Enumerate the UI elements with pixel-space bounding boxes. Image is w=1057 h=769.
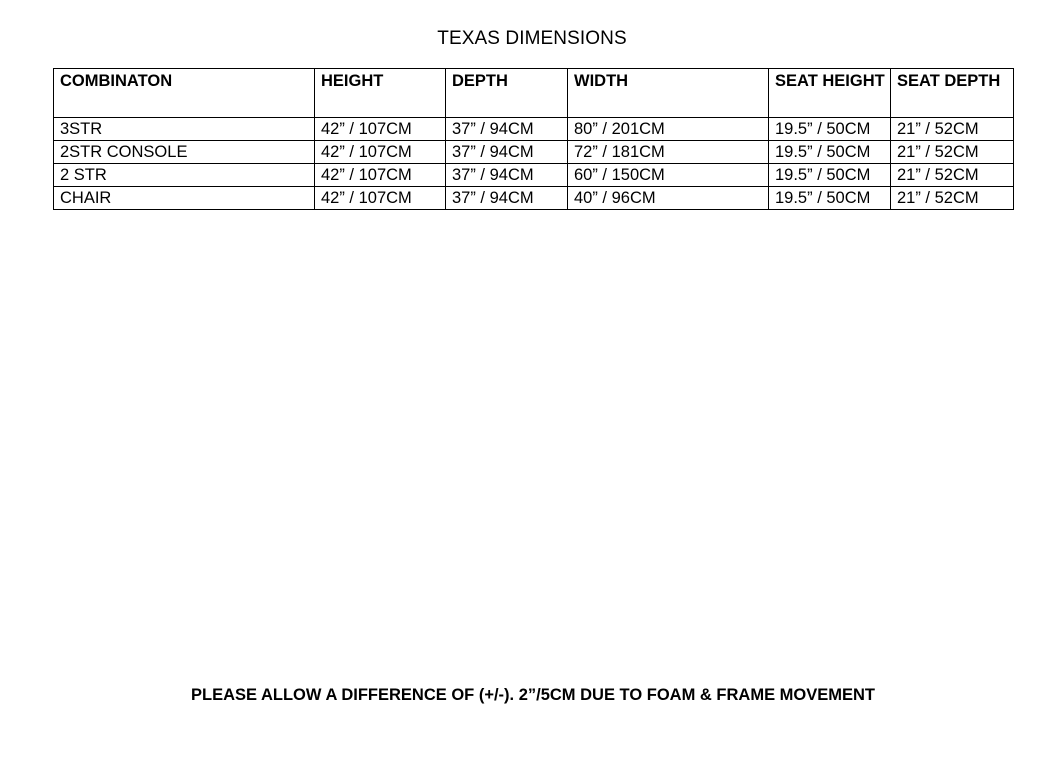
cell-height: 42” / 107CM [315, 187, 446, 210]
cell-width: 72” / 181CM [568, 141, 769, 164]
table-row [54, 118, 1014, 141]
cell-seat-height: 19.5” / 50CM [769, 164, 891, 187]
cell-height: 42” / 107CM [315, 141, 446, 164]
header-depth: DEPTH [446, 69, 568, 118]
cell-combination: 3STR [54, 118, 315, 141]
document-title: TEXAS DIMENSIONS [437, 28, 627, 49]
table-row [54, 164, 1014, 187]
header-seat-height: SEAT HEIGHT [769, 69, 891, 118]
table-header-row [54, 69, 1014, 118]
cell-width: 60” / 150CM [568, 164, 769, 187]
cell-combination: 2 STR [54, 164, 315, 187]
cell-combination: 2STR CONSOLE [54, 141, 315, 164]
table-row [54, 141, 1014, 164]
cell-depth: 37” / 94CM [446, 141, 568, 164]
cell-seat-height: 19.5” / 50CM [769, 187, 891, 210]
header-height: HEIGHT [315, 69, 446, 118]
cell-height: 42” / 107CM [315, 164, 446, 187]
cell-combination: CHAIR [54, 187, 315, 210]
cell-depth: 37” / 94CM [446, 164, 568, 187]
cell-depth: 37” / 94CM [446, 118, 568, 141]
cell-height: 42” / 107CM [315, 118, 446, 141]
header-seat-depth: SEAT DEPTH [891, 69, 1014, 118]
cell-seat-height: 19.5” / 50CM [769, 118, 891, 141]
tolerance-note: PLEASE ALLOW A DIFFERENCE OF (+/-). 2”/5CM DUE TO FOAM & FRAME MOVEMENT [191, 686, 875, 704]
dimensions-table [53, 68, 1014, 210]
cell-width: 40” / 96CM [568, 187, 769, 210]
cell-seat-depth: 21” / 52CM [891, 164, 1014, 187]
cell-seat-height: 19.5” / 50CM [769, 141, 891, 164]
cell-seat-depth: 21” / 52CM [891, 118, 1014, 141]
cell-width: 80” / 201CM [568, 118, 769, 141]
cell-seat-depth: 21” / 52CM [891, 141, 1014, 164]
cell-seat-depth: 21” / 52CM [891, 187, 1014, 210]
header-width: WIDTH [568, 69, 769, 118]
cell-depth: 37” / 94CM [446, 187, 568, 210]
table-row [54, 187, 1014, 210]
header-combination: COMBINATON [54, 69, 315, 118]
